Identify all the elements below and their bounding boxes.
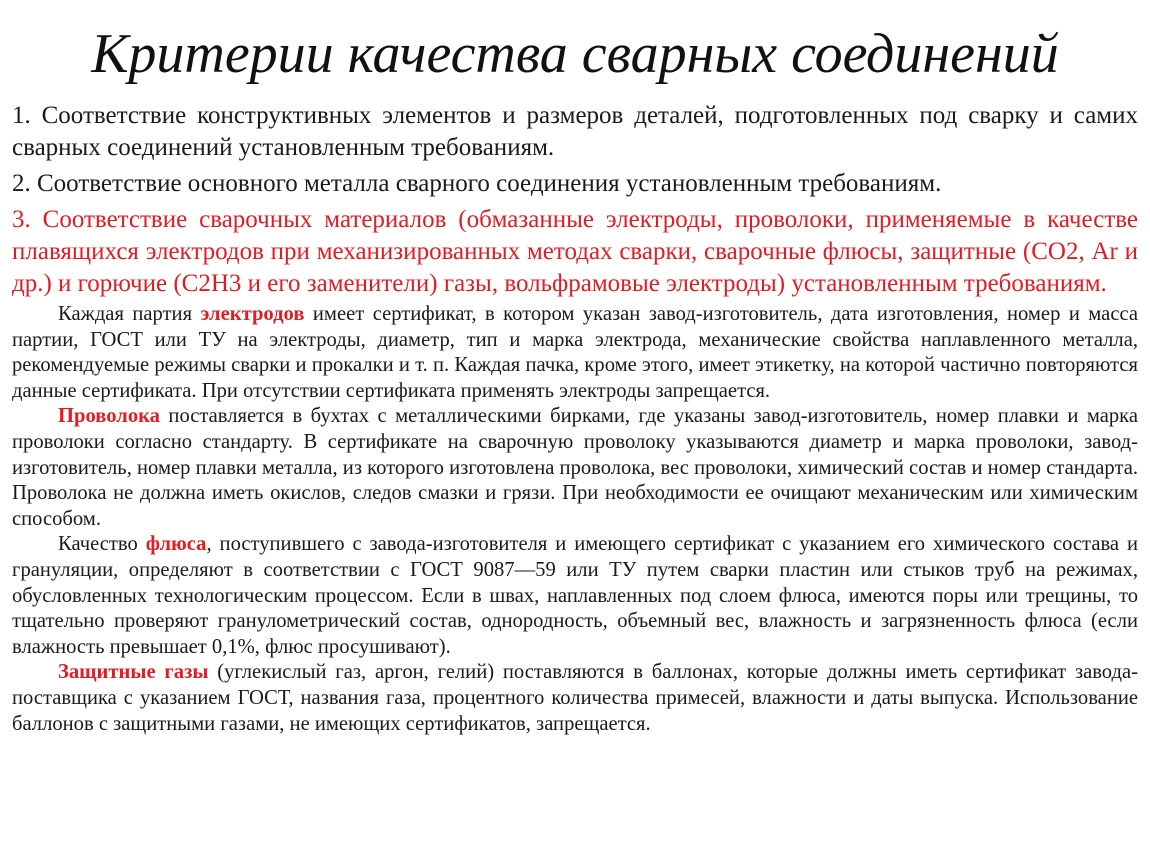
wire-keyword: Проволока	[58, 405, 160, 428]
gases-keyword: Защитные газы	[58, 661, 209, 684]
criterion-1: 1. Соответствие конструктивных элементов и размеров деталей, подготовленных под сварку и самих сварных соединений установленным требованиям.	[12, 102, 1138, 161]
wire-paragraph	[12, 404, 1138, 532]
electrodes-paragraph	[12, 302, 1138, 404]
flux-text: , поступившего с завода-изготовителя и имеющего сертификат с указанием его химического состава и грануляции, определяют в соответствии с ГОСТ 9087—59 или ТУ путем сварки пластин или стыков труб на режимах, обусловленных технологическим процессом. Если в швах, наплавленных под слоем флюса, имеются поры или трещины, то тщательно проверяют гранулометрический состав, однородность, объемный вес, влажность и загрязненность флюса (если влажность превышает 0,1%, флюс просушивают).	[12, 533, 1138, 658]
flux-paragraph	[12, 532, 1138, 660]
wire-text: поставляется в бухтах с металлическими бирками, где указаны завод-изготовитель, номер плавки и марка проволоки согласно стандарту. В сертификате на сварочную проволоку указываются диаметр и марка проволоки, завод-изготовитель, номер плавки металла, из которого изготовлена проволока, вес проволоки, химический состав и номер стандарта. Проволока не должна иметь окислов, следов смазки и грязи. При необходимости ее очищают механическим или химическим способом.	[12, 405, 1138, 530]
electrodes-keyword: электродов	[200, 303, 305, 325]
gases-text: (углекислый газ, аргон, гелий) поставляются в баллонах, которые должны иметь сертификат завода-поставщика с указанием ГОСТ, названия газа, процентного количества примесей, влажности и даты выпуска. Использование баллонов с защитными газами, не имеющих сертификатов, запрещается.	[12, 661, 1138, 735]
electrodes-text-start: Каждая партия	[58, 303, 201, 325]
flux-keyword: флюса	[145, 533, 207, 556]
slide-title: Критерии качества сварных соединений	[91, 23, 1059, 85]
criterion-2: 2. Соответствие основного металла сварного соединения установленным требованиям.	[12, 170, 942, 197]
flux-text-start: Качество	[58, 533, 146, 556]
gases-paragraph	[12, 660, 1138, 737]
criterion-3: 3. Соответствие сварочных материалов (обмазанные электроды, проволоки, применяемые в качестве плавящихся электродов при механизированных методах сварки, сварочные флюсы, защитные (СО2, Аr и др.) и горючие (С2Н3 и его заменители) газы, вольфрамовые электроды) установленным требованиям.	[12, 206, 1138, 297]
electrodes-text: имеет сертификат, в котором указан завод-изготовитель, дата изготовления, номер и масса партии, ГОСТ или ТУ на электроды, диаметр, тип и марка электрода, механические свойства наплавленного металла, рекомендуемые режимы сварки и прокалки и т. п. Каждая пачка, кроме этого, имеет этикетку, на которой частично повторяются данные сертификата. При отсутствии сертификата применять электроды запрещается.	[12, 303, 1138, 402]
